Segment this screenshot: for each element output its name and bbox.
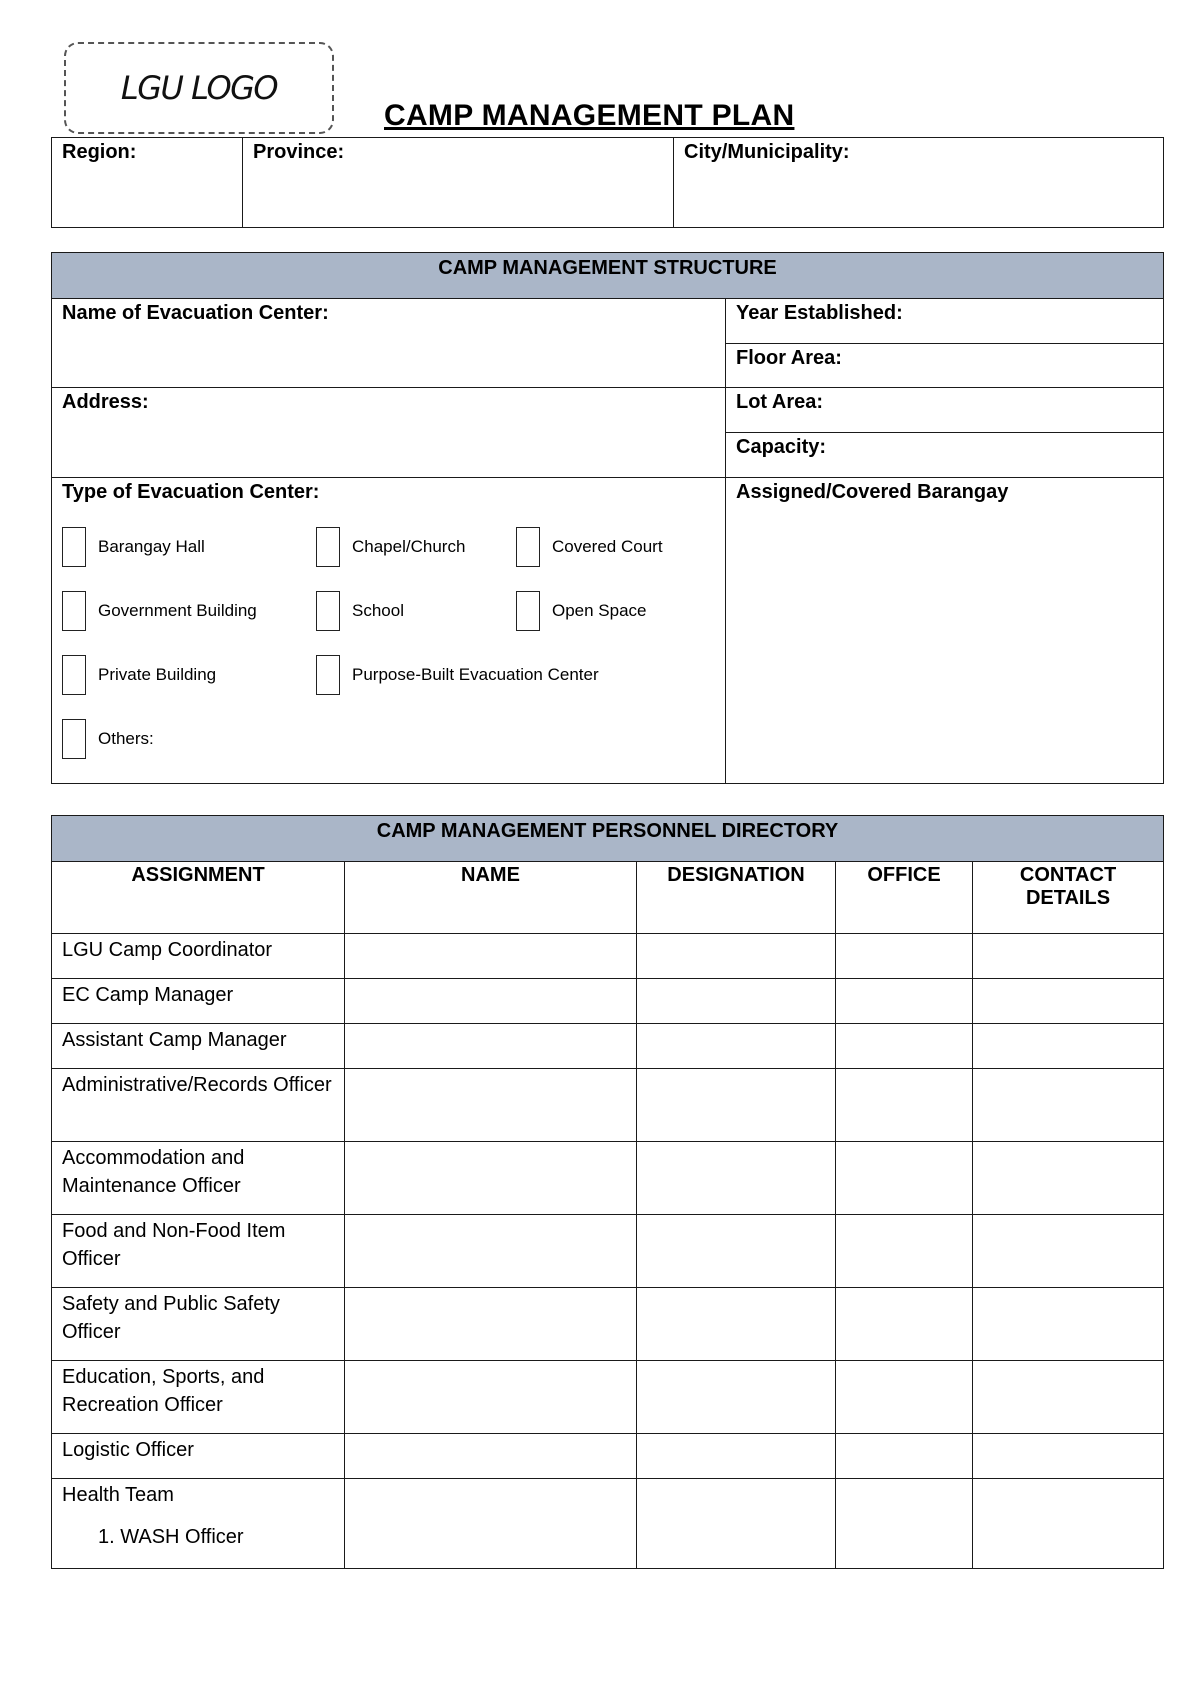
contact-cell[interactable]: [973, 1288, 1164, 1361]
table-row: [52, 1361, 1164, 1434]
ec-type-cell: [52, 478, 726, 784]
assignment-cell: Logistic Officer: [52, 1434, 345, 1479]
office-cell[interactable]: [836, 1288, 973, 1361]
checkbox[interactable]: [316, 591, 340, 631]
name-cell[interactable]: [345, 1361, 637, 1434]
assignment-cell: [52, 1479, 345, 1569]
contact-cell[interactable]: [973, 979, 1164, 1024]
table-row: [52, 1142, 1164, 1215]
checkbox[interactable]: [316, 655, 340, 695]
name-cell[interactable]: [345, 979, 637, 1024]
designation-cell[interactable]: [637, 1024, 836, 1069]
designation-cell[interactable]: [637, 979, 836, 1024]
option-chapel-church[interactable]: Chapel/Church: [316, 527, 465, 567]
location-table: [51, 137, 1164, 228]
option-private-building[interactable]: Private Building: [62, 655, 216, 695]
contact-cell[interactable]: [973, 934, 1164, 979]
designation-cell[interactable]: [637, 1142, 836, 1215]
assignment-cell: Food and Non-Food Item Officer: [52, 1215, 345, 1288]
ec-name-label: Name of Evacuation Center:: [62, 302, 329, 324]
capacity-field[interactable]: [726, 433, 1164, 478]
designation-cell[interactable]: [637, 934, 836, 979]
office-cell[interactable]: [836, 934, 973, 979]
structure-table: [51, 252, 1164, 784]
ec-type-options: [52, 507, 725, 783]
checkbox[interactable]: [62, 527, 86, 567]
contact-cell[interactable]: [973, 1142, 1164, 1215]
office-cell[interactable]: [836, 1142, 973, 1215]
designation-cell[interactable]: [637, 1288, 836, 1361]
office-cell[interactable]: [836, 1361, 973, 1434]
assignment-cell: Administrative/Records Officer: [52, 1069, 345, 1142]
column-header-contact: CONTACT DETAILS: [973, 862, 1164, 934]
option-government-building[interactable]: Government Building: [62, 591, 257, 631]
assignment-cell: Assistant Camp Manager: [52, 1024, 345, 1069]
checkbox[interactable]: [62, 719, 86, 759]
name-cell[interactable]: [345, 1142, 637, 1215]
designation-cell[interactable]: [637, 1361, 836, 1434]
office-cell[interactable]: [836, 1215, 973, 1288]
contact-cell[interactable]: [973, 1069, 1164, 1142]
name-cell[interactable]: [345, 1215, 637, 1288]
option-school[interactable]: School: [316, 591, 404, 631]
floor-area-field[interactable]: [726, 344, 1164, 388]
office-cell[interactable]: [836, 979, 973, 1024]
city-field[interactable]: [674, 138, 1164, 228]
year-label: Year Established:: [736, 302, 903, 324]
column-header-office: OFFICE: [836, 862, 973, 934]
barangay-label: Assigned/Covered Barangay: [736, 481, 1009, 503]
name-cell[interactable]: [345, 1024, 637, 1069]
office-cell[interactable]: [836, 1434, 973, 1479]
contact-cell[interactable]: [973, 1215, 1164, 1288]
contact-cell[interactable]: [973, 1434, 1164, 1479]
wash-officer-label: 1. WASH Officer: [98, 1526, 244, 1548]
table-row: [52, 1024, 1164, 1069]
checkbox[interactable]: [316, 527, 340, 567]
lgu-logo-placeholder: [64, 42, 334, 134]
table-row: [52, 934, 1164, 979]
ec-name-field[interactable]: [52, 299, 726, 388]
designation-cell[interactable]: [637, 1069, 836, 1142]
city-label: City/Municipality:: [684, 141, 850, 163]
office-cell[interactable]: [836, 1479, 973, 1569]
office-cell[interactable]: [836, 1069, 973, 1142]
table-row: [52, 1069, 1164, 1142]
option-barangay-hall[interactable]: Barangay Hall: [62, 527, 205, 567]
assignment-cell: LGU Camp Coordinator: [52, 934, 345, 979]
table-row: [52, 1434, 1164, 1479]
address-label: Address:: [62, 391, 149, 413]
assignment-cell: Education, Sports, and Recreation Officer: [52, 1361, 345, 1434]
region-field[interactable]: [52, 138, 243, 228]
name-cell[interactable]: [345, 1069, 637, 1142]
name-cell[interactable]: [345, 934, 637, 979]
designation-cell[interactable]: [637, 1215, 836, 1288]
table-row: [52, 1215, 1164, 1288]
capacity-label: Capacity:: [736, 436, 827, 458]
table-row: [52, 979, 1164, 1024]
name-cell[interactable]: [345, 1434, 637, 1479]
designation-cell[interactable]: [637, 1434, 836, 1479]
assignment-cell: Safety and Public Safety Officer: [52, 1288, 345, 1361]
directory-header: CAMP MANAGEMENT PERSONNEL DIRECTORY: [52, 816, 1164, 862]
province-label: Province:: [253, 141, 345, 163]
name-cell[interactable]: [345, 1288, 637, 1361]
column-header-assignment: ASSIGNMENT: [52, 862, 345, 934]
province-field[interactable]: [243, 138, 674, 228]
checkbox[interactable]: [62, 591, 86, 631]
column-header-name: NAME: [345, 862, 637, 934]
address-field[interactable]: [52, 388, 726, 478]
year-field[interactable]: [726, 299, 1164, 344]
name-cell[interactable]: [345, 1479, 637, 1569]
logo-text: LGU LOGO: [120, 69, 278, 107]
office-cell[interactable]: [836, 1024, 973, 1069]
checkbox[interactable]: [516, 591, 540, 631]
option-purpose-built[interactable]: Purpose-Built Evacuation Center: [316, 655, 599, 695]
barangay-field[interactable]: [726, 478, 1164, 784]
option-covered-court[interactable]: Covered Court: [516, 527, 663, 567]
designation-cell[interactable]: [637, 1479, 836, 1569]
ec-type-label: Type of Evacuation Center:: [62, 481, 320, 503]
option-open-space[interactable]: Open Space: [516, 591, 647, 631]
contact-cell[interactable]: [973, 1361, 1164, 1434]
checkbox[interactable]: [62, 655, 86, 695]
column-header-designation: DESIGNATION: [637, 862, 836, 934]
structure-header: CAMP MANAGEMENT STRUCTURE: [52, 253, 1164, 299]
checkbox[interactable]: [516, 527, 540, 567]
option-others[interactable]: Others:: [62, 719, 154, 759]
table-row: [52, 1479, 1164, 1569]
floor-area-label: Floor Area:: [736, 347, 842, 369]
page-title: CAMP MANAGEMENT PLAN: [384, 99, 795, 132]
contact-cell[interactable]: [973, 1024, 1164, 1069]
lot-area-field[interactable]: [726, 388, 1164, 433]
table-row: [52, 1288, 1164, 1361]
lot-area-label: Lot Area:: [736, 391, 824, 413]
contact-cell[interactable]: [973, 1479, 1164, 1569]
health-team-label: Health Team: [62, 1484, 174, 1506]
assignment-cell: Accommodation and Maintenance Officer: [52, 1142, 345, 1215]
region-label: Region:: [62, 141, 137, 163]
personnel-directory-table: [51, 815, 1164, 1569]
assignment-cell: EC Camp Manager: [52, 979, 345, 1024]
